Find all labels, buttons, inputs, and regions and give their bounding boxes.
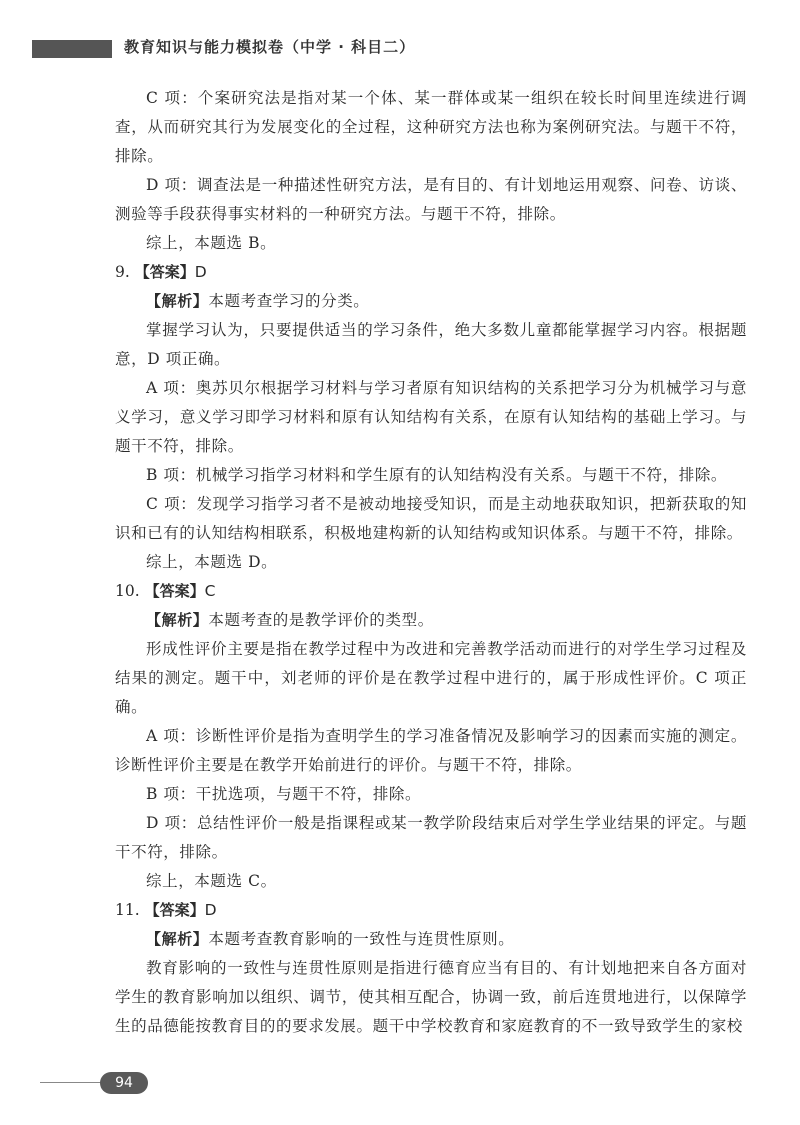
q10-analysis-line [115,606,747,635]
page-footer [0,1060,800,1100]
q10-answer-line [115,577,747,606]
q10-answer: C [204,582,216,600]
q8-option-c: C 项：个案研究法是指对某一个体、某一群体或某一组织在较长时间里连续进行调查，从而研究其行为发展变化的全过程，这种研究方法也称为案例研究法。与题干不符，排除。 [115,89,747,165]
q11-analysis-line [115,925,747,954]
q9-analysis: 本题考查学习的分类。 [208,292,370,310]
q9-option-a: A 项：奥苏贝尔根据学习材料与学习者原有知识结构的关系把学习分为机械学习与意义学习，意义学习即学习材料和原有认知结构有关系，在原有认知结构的基础上学习。与题干不符，排除。 [115,379,747,455]
q9-analysis-tag: 【解析】 [146,292,209,310]
q8-option-d: D 项：调查法是一种描述性研究方法，是有目的、有计划地运用观察、问卷、访谈、测验等手段获得事实材料的一种研究方法。与题干不符，排除。 [115,176,747,223]
header-title: 教育知识与能力模拟卷（中学 · 科目二） [124,38,416,56]
q9-paragraph: 掌握学习认为，只要提供适当的学习条件，绝大多数儿童都能掌握学习内容。根据题意，D 项正确。 [115,321,747,368]
q11-number: 11. [115,901,140,919]
q9-answer-tag: 【答案】 [134,263,195,281]
q10-analysis: 本题考查的是教学评价的类型。 [208,611,434,629]
q11-analysis: 本题考查教育影响的一致性与连贯性原则。 [208,930,515,948]
q10-option-d: D 项：总结性评价一般是指课程或某一教学阶段结束后对学生学业结果的评定。与题干不符，排除。 [115,814,747,861]
q10-paragraph: 形成性评价主要是指在教学过程中为改进和完善教学活动而进行的对学生学习过程及结果的测定。题干中，刘老师的评价是在教学过程中进行的，属于形成性评价。C 项正确。 [115,640,747,716]
q11-paragraph: 教育影响的一致性与连贯性原则是指进行德育应当有目的、有计划地把来自各方面对学生的教育影响加以组织、调节，使其相互配合，协调一致，前后连贯地进行，以保障学生的品德能按教育目的的要求发展。题干中学校教育和家庭教育的不一致导致学生的家校 [115,959,747,1035]
q10-option-a: A 项：诊断性评价是指为查明学生的学习准备情况及影响学习的因素而实施的测定。诊断性评价主要是在教学开始前进行的评价。与题干不符，排除。 [115,727,747,774]
q9-answer: D [194,263,207,281]
q11-answer: D [204,901,217,919]
q9-analysis-line [115,287,747,316]
q10-analysis-tag: 【解析】 [146,611,209,629]
q9-option-b: B 项：机械学习指学习材料和学生原有的认知结构没有关系。与题干不符，排除。 [146,466,728,484]
q10-number: 10. [115,582,140,600]
q9-option-c: C 项：发现学习指学习者不是被动地接受知识，而是主动地获取知识，把新获取的知识和已有的认知结构相联系，积极地建构新的认知结构或知识体系。与题干不符，排除。 [115,495,747,542]
q10-summary: 综上，本题选 C。 [146,872,277,890]
page-content [115,84,747,1041]
q9-summary: 综上，本题选 D。 [146,553,278,571]
q9-answer-line [115,258,747,287]
header-decor-bar [32,40,112,58]
page-header [0,0,800,70]
q11-answer-line [115,896,747,925]
q8-summary: 综上，本题选 B。 [146,234,277,252]
q11-answer-tag: 【答案】 [144,901,205,919]
page-number: 94 [100,1072,148,1094]
q11-analysis-tag: 【解析】 [146,930,209,948]
q9-number: 9. [115,263,130,281]
q10-option-b: B 项：干扰选项，与题干不符，排除。 [146,785,422,803]
q10-answer-tag: 【答案】 [144,582,205,600]
